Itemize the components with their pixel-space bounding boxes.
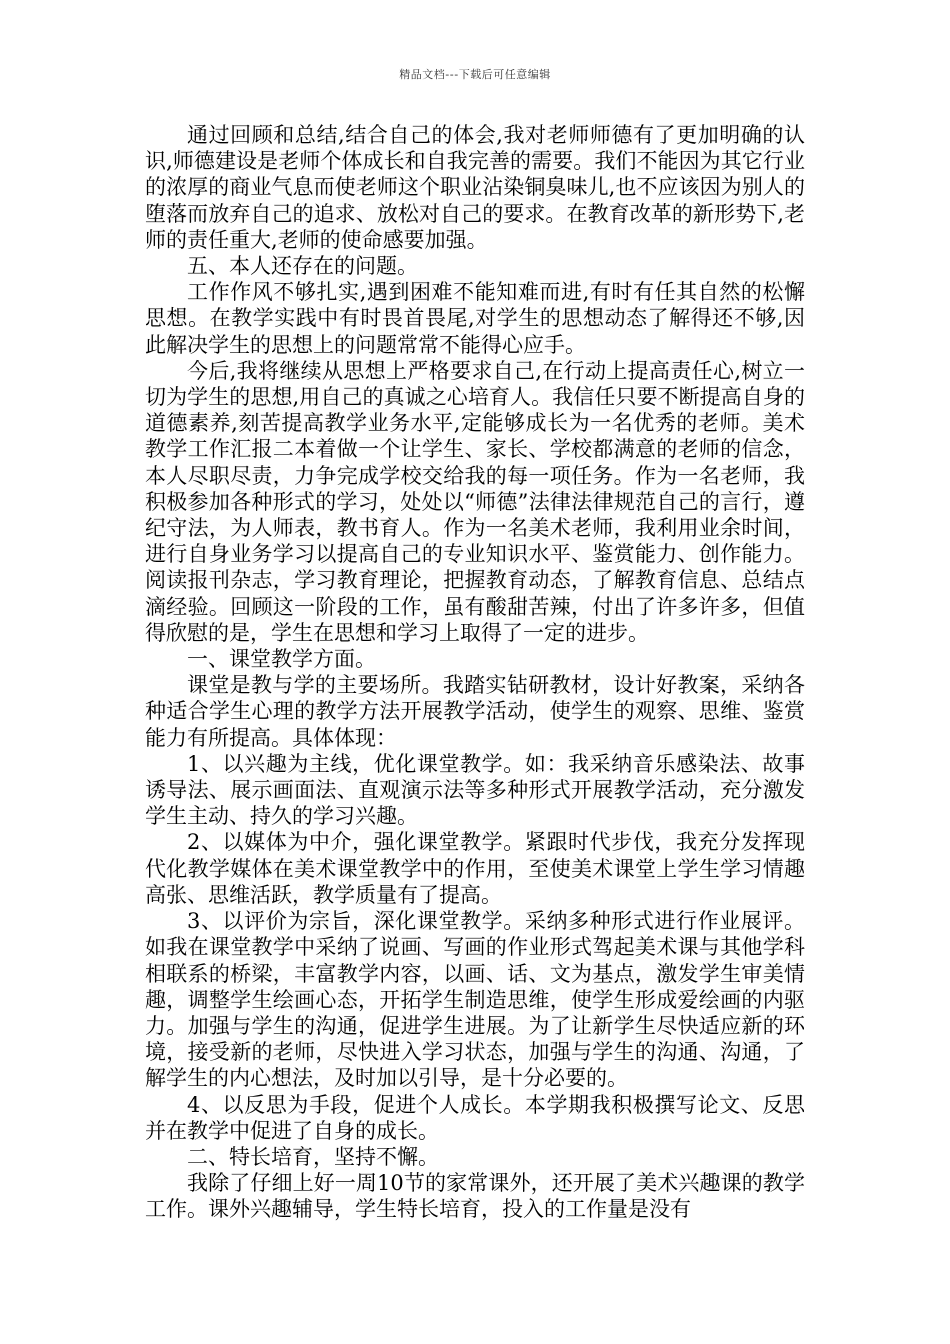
paragraph: 课堂是教与学的主要场所。我踏实钻研教材，设计好教案，采纳各种适合学生心理的教学方法开展教学活动，使学生的观察、思维、鉴赏能力有所提高。具体体现： [145, 673, 805, 750]
document-body [145, 122, 805, 1223]
paragraph: 4、以反思为手段，促进个人成长。本学期我积极撰写论文、反思并在教学中促进了自身的成长。 [145, 1092, 805, 1143]
section-heading: 一、课堂教学方面。 [187, 647, 376, 672]
paragraph: 3、以评价为宗旨，深化课堂教学。采纳多种形式进行作业展评。如我在课堂教学中采纳了说画、写画的作业形式驾起美术课与其他学科相联系的桥梁，丰富教学内容，以画、话、文为基点，激发学生审美情趣，调整学生绘画心态，开拓学生制造思维，使学生形成爱绘画的内驱力。加强与学生的沟通，促进学生进展。为了让新学生尽快适应新的环境，接受新的老师，尽快进入学习状态，加强与学生的沟通、沟通，了解学生的内心想法，及时加以引导，是十分必要的。 [145, 909, 805, 1091]
paragraph: 2、以媒体为中介，强化课堂教学。紧跟时代步伐，我充分发挥现代化教学媒体在美术课堂教学中的作用，至使美术课堂上学生学习情趣高张、思维活跃，教学质量有了提高。 [145, 830, 805, 907]
page-header: 精品文档---下载后可任意编辑 [399, 68, 551, 81]
section-heading: 二、特长培育，坚持不懈。 [187, 1144, 439, 1169]
section-heading: 五、本人还存在的问题。 [187, 254, 418, 279]
paragraph: 工作作风不够扎实,遇到困难不能知难而进,有时有任其自然的松懈思想。在教学实践中有时畏首畏尾,对学生的思想动态了解得还不够,因此解决学生的思想上的问题常常不能得心应手。 [145, 280, 805, 357]
paragraph: 通过回顾和总结,结合自己的体会,我对老师师德有了更加明确的认识,师德建设是老师个体成长和自我完善的需要。我们不能因为其它行业的浓厚的商业气息而使老师这个职业沾染铜臭味儿,也不应该因为别人的堕落而放弃自己的追求、放松对自己的要求。在教育改革的新形势下,老师的责任重大,老师的使命感要加强。 [145, 123, 805, 252]
paragraph: 今后,我将继续从思想上严格要求自己,在行动上提高责任心,树立一切为学生的思想,用自己的真诚之心培育人。我信任只要不断提高自身的道德素养,刻苦提高教学业务水平,定能够成长为一名优秀的老师。美术教学工作汇报二本着做一个让学生、家长、学校都满意的老师的信念，本人尽职尽责，力争完成学校交给我的每一项任务。作为一名老师，我积极参加各种形式的学习，处处以“师德”法律法律规范自己的言行，遵纪守法，为人师表，教书育人。作为一名美术老师，我利用业余时间，进行自身业务学习以提高自己的专业知识水平、鉴赏能力、创作能力。阅读报刊杂志，学习教育理论，把握教育动态，了解教育信息、总结点滴经验。回顾这一阶段的工作，虽有酸甜苦辣，付出了许多许多，但值得欣慰的是，学生在思想和学习上取得了一定的进步。 [145, 358, 805, 645]
paragraph: 我除了仔细上好一周10节的家常课外，还开展了美术兴趣课的教学工作。课外兴趣辅导，学生特长培育，投入的工作量是没有 [145, 1171, 805, 1222]
paragraph: 1、以兴趣为主线，优化课堂教学。如：我采纳音乐感染法、故事诱导法、展示画面法、直观演示法等多种形式开展教学活动，充分激发学生主动、持久的学习兴趣。 [145, 751, 805, 829]
